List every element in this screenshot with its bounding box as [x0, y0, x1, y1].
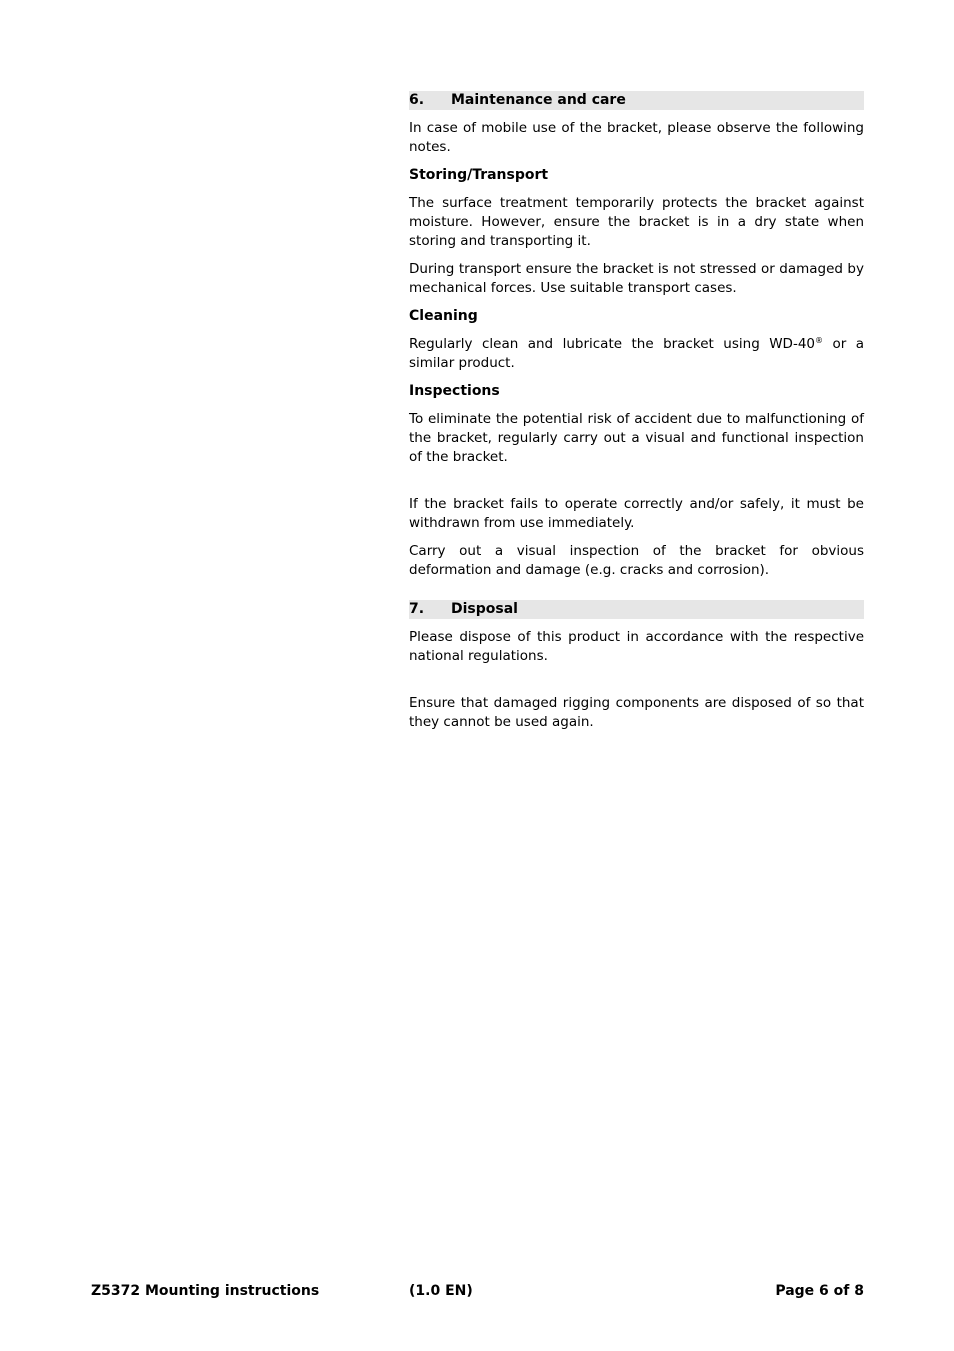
section-6-intro: In case of mobile use of the bracket, please observe the following notes. [409, 120, 864, 155]
inspections-paragraph-2: If the bracket fails to operate correctly and/or safely, it must be withdrawn from use immediately. [409, 496, 864, 531]
storing-paragraph-2: During transport ensure the bracket is not stressed or damaged by mechanical forces. Use suitable transport cases. [409, 261, 864, 296]
inspections-paragraph-3: Carry out a visual inspection of the bracket for obvious deformation and damage (e.g. cracks and corrosion). [409, 543, 864, 578]
footer-document-title: Z5372 Mounting instructions [91, 1283, 320, 1299]
footer-version: (1.0 EN) [409, 1283, 473, 1299]
footer-page-number: Page 6 of 8 [775, 1283, 864, 1299]
section-7-heading [409, 600, 864, 619]
section-6-number: 6. [409, 92, 425, 108]
inspections-paragraph-1: To eliminate the potential risk of accident due to malfunctioning of the bracket, regularly carry out a visual and functional inspection of the bracket. [409, 411, 864, 465]
inspections-heading: Inspections [409, 383, 500, 399]
cleaning-text-start: Regularly clean and lubricate the bracket using WD-40 [409, 336, 816, 352]
cleaning-paragraph [409, 335, 864, 373]
section-6-heading [409, 91, 864, 110]
registered-mark: ® [815, 336, 824, 345]
storing-paragraph-1: The surface treatment temporarily protects the bracket against moisture. However, ensure the bracket is in a dry state when storing and transporting it. [409, 195, 864, 249]
disposal-paragraph-2: Ensure that damaged rigging components are disposed of so that they cannot be used again. [409, 695, 864, 730]
section-7-title: Disposal [451, 601, 518, 617]
cleaning-heading: Cleaning [409, 308, 478, 324]
storing-heading: Storing/Transport [409, 167, 549, 183]
section-7-number: 7. [409, 601, 425, 617]
disposal-paragraph-1: Please dispose of this product in accordance with the respective national regulations. [409, 629, 864, 664]
main-content [409, 91, 864, 741]
section-6-title: Maintenance and care [451, 92, 626, 108]
cleaning-text-end: or a similar product. [409, 336, 864, 371]
page-footer [91, 1281, 864, 1301]
